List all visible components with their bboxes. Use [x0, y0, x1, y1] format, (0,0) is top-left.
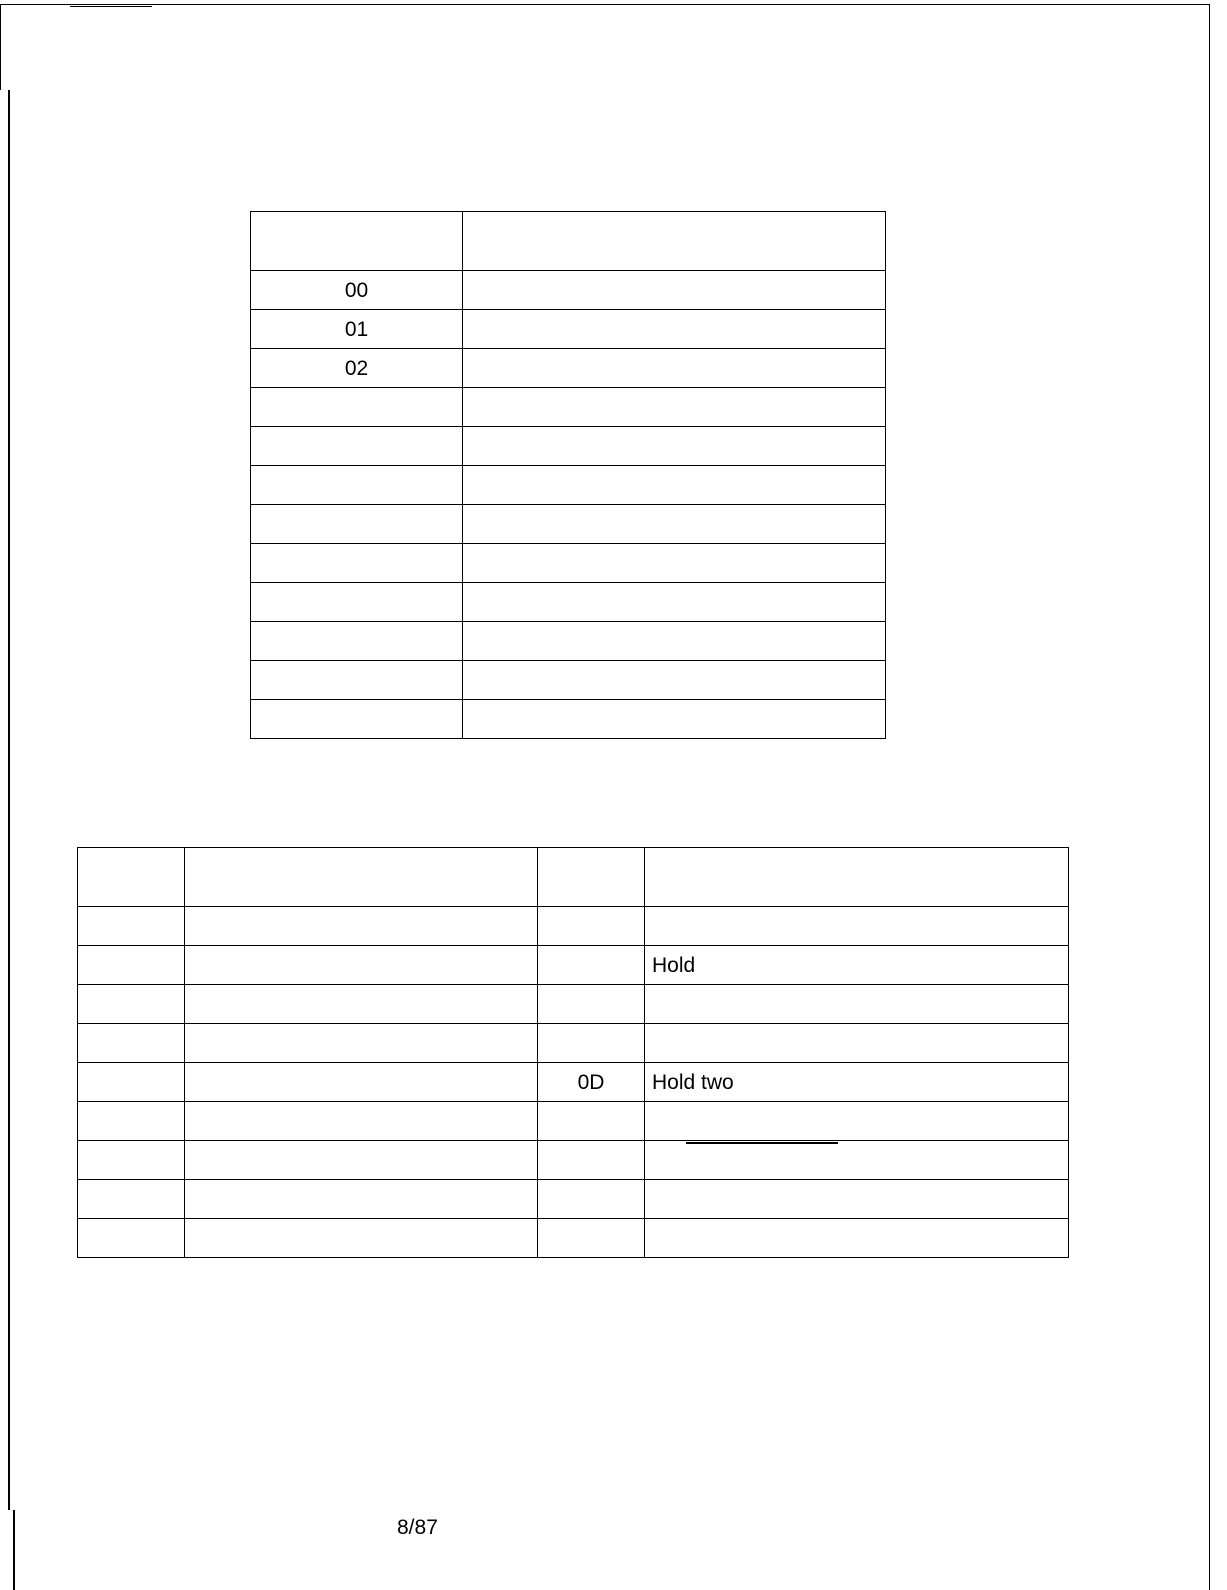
code-cell [538, 1180, 645, 1219]
function-cell [185, 946, 538, 985]
description-cell [463, 388, 886, 427]
code-cell [78, 1102, 185, 1141]
header-cell-function-right [645, 848, 1069, 907]
table-row [78, 946, 1069, 985]
table-row [78, 1102, 1069, 1141]
function-cell [645, 1219, 1069, 1258]
table-row [251, 661, 886, 700]
code-cell [538, 907, 645, 946]
code-cell [78, 1180, 185, 1219]
function-cell [185, 1141, 538, 1180]
description-cell [463, 271, 886, 310]
code-cell [78, 1063, 185, 1102]
function-cell [645, 1180, 1069, 1219]
code-cell: 02 [251, 349, 463, 388]
page-frame-left-lower [13, 1510, 15, 1590]
function-cell [645, 907, 1069, 946]
top-rule [70, 6, 152, 7]
description-cell [463, 544, 886, 583]
code-cell [251, 505, 463, 544]
description-cell [463, 505, 886, 544]
table-header-row [78, 848, 1069, 907]
footer-date: 8/87 [397, 1516, 438, 1539]
code-cell [538, 1024, 645, 1063]
function-table [77, 847, 1069, 1258]
description-cell [463, 427, 886, 466]
page-frame-corner [0, 4, 1, 90]
function-cell [185, 1024, 538, 1063]
function-cell [185, 907, 538, 946]
page-frame-top [0, 4, 1210, 5]
table-row [251, 466, 886, 505]
page-frame-left [8, 90, 10, 1510]
code-cell [538, 946, 645, 985]
header-cell-code-left [78, 848, 185, 907]
description-cell [463, 661, 886, 700]
table-row [78, 907, 1069, 946]
code-cell [78, 1219, 185, 1258]
code-cell [78, 985, 185, 1024]
table-row [78, 1180, 1069, 1219]
code-cell [251, 388, 463, 427]
function-cell [185, 985, 538, 1024]
function-cell [185, 1219, 538, 1258]
code-cell [78, 946, 185, 985]
table-row [78, 1063, 1069, 1102]
header-cell-code-right [538, 848, 645, 907]
code-cell: 0D [538, 1063, 645, 1102]
code-cell [251, 583, 463, 622]
code-cell [251, 427, 463, 466]
table-row [251, 700, 886, 739]
table-row [78, 985, 1069, 1024]
function-cell [185, 1180, 538, 1219]
code-cell [538, 1102, 645, 1141]
table-row [251, 310, 886, 349]
function-cell [185, 1063, 538, 1102]
table-row [251, 271, 886, 310]
header-cell-description [463, 212, 886, 271]
description-cell [463, 310, 886, 349]
code-cell: 01 [251, 310, 463, 349]
code-cell [78, 907, 185, 946]
table-row [251, 427, 886, 466]
table-row [78, 1141, 1069, 1180]
table-row [251, 544, 886, 583]
underline-mark [686, 1142, 838, 1144]
description-cell [463, 466, 886, 505]
description-cell [463, 622, 886, 661]
code-cell [251, 622, 463, 661]
function-cell: Hold two [645, 1063, 1069, 1102]
description-cell [463, 700, 886, 739]
code-cell [538, 1219, 645, 1258]
header-cell-function-left [185, 848, 538, 907]
table-row [78, 1024, 1069, 1063]
table-header-row [251, 212, 886, 271]
function-cell: Hold [645, 946, 1069, 985]
function-cell [645, 1024, 1069, 1063]
code-table [250, 211, 886, 739]
table-row [251, 505, 886, 544]
code-cell: 00 [251, 271, 463, 310]
table-row [251, 583, 886, 622]
function-cell [185, 1102, 538, 1141]
table-row [251, 349, 886, 388]
table-row [251, 388, 886, 427]
code-cell [78, 1024, 185, 1063]
code-cell [251, 700, 463, 739]
code-cell [251, 466, 463, 505]
header-cell-code [251, 212, 463, 271]
description-cell [463, 583, 886, 622]
code-cell [538, 1141, 645, 1180]
table-row [78, 1219, 1069, 1258]
page-frame-right [1209, 4, 1210, 1590]
description-cell [463, 349, 886, 388]
function-cell [645, 1102, 1069, 1141]
table-row [251, 622, 886, 661]
function-cell [645, 985, 1069, 1024]
function-cell [645, 1141, 1069, 1180]
code-cell [78, 1141, 185, 1180]
code-cell [251, 544, 463, 583]
code-cell [538, 985, 645, 1024]
code-cell [251, 661, 463, 700]
